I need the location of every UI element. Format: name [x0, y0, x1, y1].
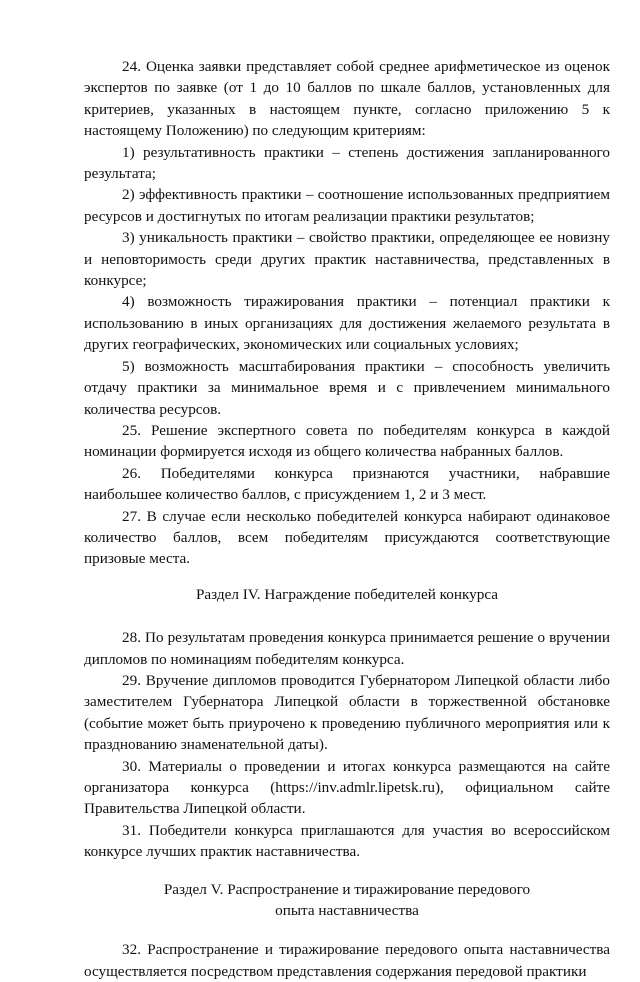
criterion-2: 2) эффективность практики – соотношение использованных предприятием ресурсов и достигнутых по итогам реализации практики результатов;	[84, 186, 610, 225]
paragraph-32: 32. Распространение и тиражирование передового опыта наставничества осуществляется посредством представления содержания передовой практики	[84, 941, 610, 980]
criterion-4: 4) возможность тиражирования практики – потенциал практики к использованию в иных организациях для достижения желаемого результата в других географических, экономических или социальных условиях;	[84, 293, 610, 354]
criterion-1: 1) результативность практики – степень достижения запланированного результата;	[84, 143, 610, 183]
paragraph-28: 28. По результатам проведения конкурса принимается решение о вручении дипломов по номинациям победителям конкурса.	[84, 629, 610, 668]
paragraph-30: 30. Материалы о проведении и итогах конкурса размещаются на сайте организатора конкурса (https://inv.admlr.lipetsk.ru), официальном сайте Правительства Липецкой области.	[84, 757, 610, 818]
paragraph-24: 24. Оценка заявки представляет собой среднее арифметическое из оценок экспертов по заявке (от 1 до 10 баллов по шкале баллов, установленных для критериев, указанных в настоящем пункте, согласно приложению 5 к настоящему Положению) по следующим критериям:	[84, 58, 610, 140]
paragraph-31: 31. Победители конкурса приглашаются для участия во всероссийском конкурсе лучших практик наставничества.	[84, 821, 610, 861]
paragraph-25: 25. Решение экспертного совета по победителям конкурса в каждой номинации формируется исходя из общего количества набранных баллов.	[84, 421, 610, 461]
document-page	[84, 56, 610, 982]
criterion-5: 5) возможность масштабирования практики – способность увеличить отдачу практики за минимальное время и с привлечением минимального количества ресурсов.	[84, 357, 610, 418]
section-5-heading-line-1: Раздел V. Распространение и тиражирование передового	[163, 880, 531, 898]
paragraph-29: 29. Вручение дипломов проводится Губернатором Липецкой области либо заместителем Губернатора Липецкой области в торжественной обстановке (событие может быть приурочено к проведению публичного мероприятия или к празднованию знаменательной даты).	[84, 671, 610, 754]
section-4-heading: Раздел IV. Награждение победителей конкурса	[195, 585, 499, 603]
section-5-heading	[84, 879, 610, 922]
paragraph-27: 27. В случае если несколько победителей конкурса набирают одинаковое количество баллов, всем победителям присуждаются соответствующие призовые места.	[84, 507, 610, 568]
paragraph-26: 26. Победителями конкурса признаются участники, набравшие наибольшее количество баллов, с присуждением 1, 2 и 3 мест.	[84, 464, 610, 504]
criterion-3: 3) уникальность практики – свойство практики, определяющее ее новизну и неповторимость среди других практик наставничества, представленных в конкурсе;	[84, 229, 610, 290]
section-5-heading-line-2: опыта наставничества	[275, 902, 419, 920]
